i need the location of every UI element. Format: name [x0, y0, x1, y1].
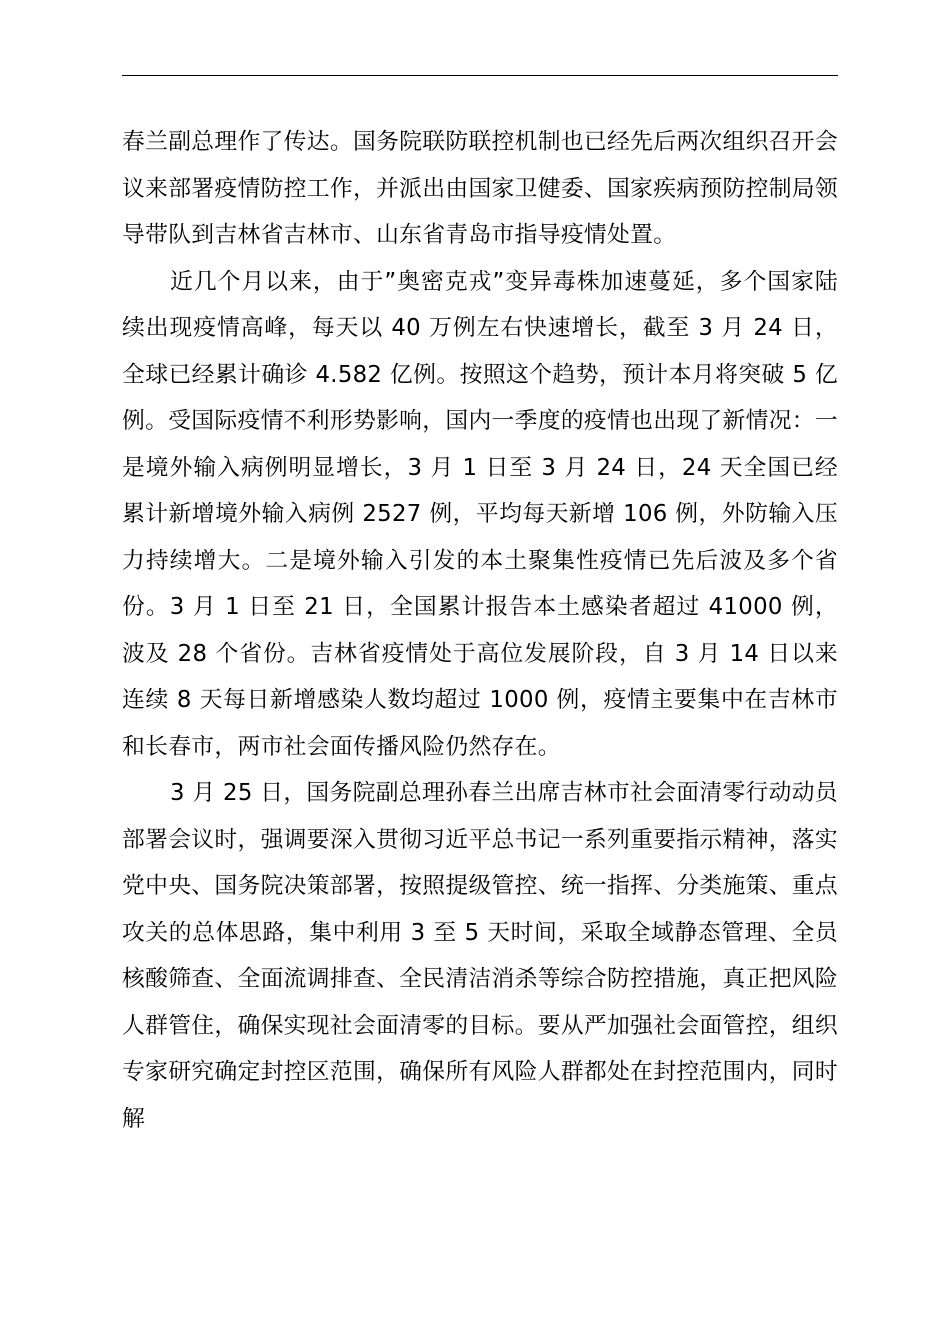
paragraph-continuation: 春兰副总理作了传达。国务院联防联控机制也已经先后两次组织召开会议来部署疫情防控工作，并派出由国家卫健委、国家疾病预防控制局领导带队到吉林省吉林市、山东省青岛市指导疫情处置。 [122, 129, 839, 248]
paragraph-march-25-meeting: 3 月 25 日，国务院副总理孙春兰出席吉林市社会面清零行动动员部署会议时，强调要深入贯彻习近平总书记一系列重要指示精神，落实党中央、国务院决策部署，按照提级管控、统一指挥、分类施策、重点攻关的总体思路，集中利用 3 至 5 天时间，采取全域静态管理、全员核酸筛查、全面流调排查、全民清洁消杀等综合防控措施，真正把风险人群管住，确保实现社会面清零的目标。要从严加强社会面管控，组织专家研究确定封控区范围，确保所有风险人群都处在封控范围内，同时解 [122, 780, 839, 1132]
paragraph-epidemic-situation: 近几个月以来，由于”奥密克戎”变异毒株加速蔓延，多个国家陆续出现疫情高峰，每天以 40 万例左右快速增长，截至 3 月 24 日，全球已经累计确诊 4.582 亿例。按照这个趋势，预计本月将突破 5 亿例。受国际疫情不利形势影响，国内一季度的疫情也出现了新情况：一是境外输入病例明显增长，3 月 1 日至 3 月 24 日，24 天全国已经累计新增境外输入病例 2527 例，平均每天新增 106 例，外防输入压力持续增大。二是境外输入引发的本土聚集性疫情已先后波及多个省份。3 月 1 日至 21 日，全国累计报告本土感染者超过 41000 例，波及 28 个省份。吉林省疫情处于高位发展阶段，自 3 月 14 日以来连续 8 天每日新增感染人数均超过 1000 例，疫情主要集中在吉林市和长春市，两市社会面传播风险仍然存在。 [122, 268, 839, 760]
document-body [122, 119, 838, 1142]
header-rule [122, 75, 838, 76]
